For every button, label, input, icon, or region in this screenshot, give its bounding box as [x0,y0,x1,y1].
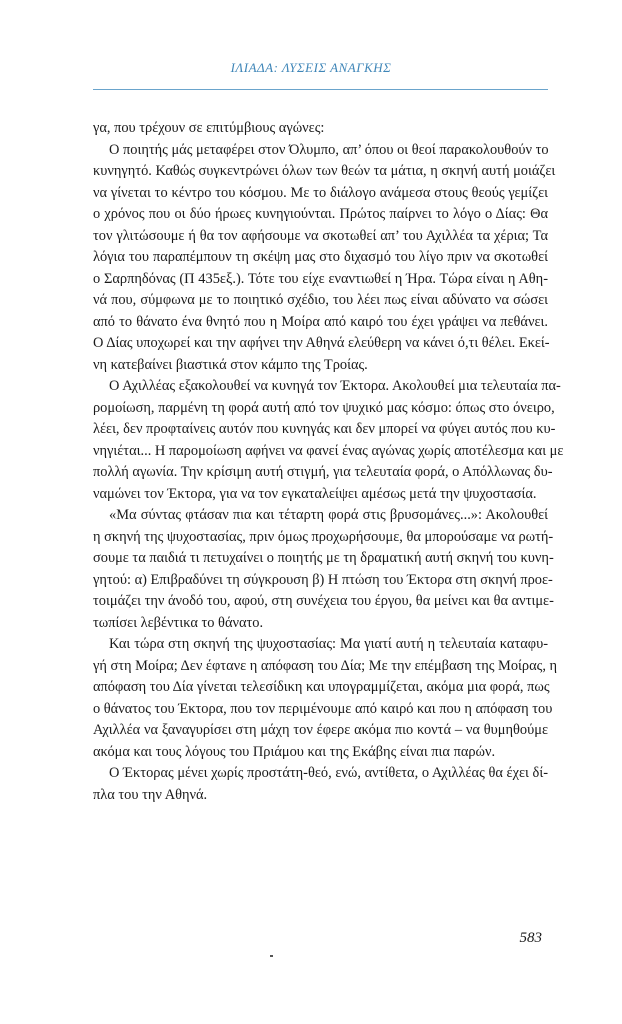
text-line: Ο Έκτορας μένει χωρίς προστάτη-θεό, ενώ, αντίθετα, ο Αχιλλέας θα έχει δί- [109,765,548,781]
text-line: από το θάνατο ένα θνητό που η Μοίρα από καιρό του έχει γράψει να πεθάνει. [93,313,548,330]
text-line: ο θάνατος του Έκτορα, που τον περιμένουμε από καιρό και που η απόφαση του [93,700,553,717]
text-line: τον γλιτώσουμε ή θα τον αφήσουμε να σκοτωθεί απ’ του Αχιλλέα τα χέρια; Τα [93,227,548,244]
text-line: τωπίσει λεβέντικα το θάνατο. [93,614,264,631]
text-line: ο Σαρπηδόνας (Π 435εξ.). Τότε του είχε εναντιωθεί η Ήρα. Τώρα είναι η Αθη- [93,270,548,287]
text-line: Ο Δίας υποχωρεί και την αφήνει την Αθηνά ελεύθερη να κάνει ό,τι θέλει. Εκεί- [93,335,550,351]
text-line: πολλή αγωνία. Την κρίσιμη αυτή στιγμή, για τελευταία φορά, ο Απόλλωνας δυ- [93,464,553,480]
text-line: Ο Αχιλλέας εξακολουθεί να κυνηγά τον Έκτορα. Ακολουθεί μια τελευταία πα- [109,378,561,394]
header-rule [93,89,548,90]
text-line: τοιμάζει την άνοδό του, αφού, στη συνέχεια του έργου, θα μείνει και θα αντιμε- [93,593,554,609]
text-line: ο χρόνος που οι δύο ήρωες κυνηγιούνται. Πρώτος παίρνει το λόγο ο Δίας: Θα [93,206,548,222]
body-text [93,118,564,806]
text-line: ρομοίωση, παρμένη τη φορά αυτή από τον ψυχικό μας κόσμο: όπως στο όνειρο, [93,399,555,416]
text-line: γα, που τρέχουν σε επιτύμβιους αγώνες: [93,120,325,136]
text-line: ναμώνει τον Έκτορα, για να τον εγκαταλείψει αμέσως μετά την ψυχοστασία. [93,485,537,502]
scan-speck [270,955,273,957]
text-line: κυνηγητό. Καθώς συγκεντρώνει όλων των θεών τα μάτια, η σκηνή αυτή μοιάζει [93,163,556,179]
text-line: να γίνεται το κέντρο του κόσμου. Με το διάλογο ανάμεσα στους θεούς γεμίζει [93,184,548,201]
text-line: Ο ποιητής μάς μεταφέρει στον Όλυμπο, απ’ όπου οι θεοί παρακολουθούν το [109,141,549,158]
text-line: Αχιλλέα να ξαναγυρίσει στη μάχη τον έφερε ακόμα πιο κοντά – να θυμηθούμε [93,722,548,738]
text-line: γητού: α) Επιβραδύνει τη σύγκρουση β) Η πτώση του Έκτορα στη σκηνή προε- [93,571,553,588]
text-line: γή στη Μοίρα; Δεν έφτανε η απόφαση του Δία; Με την επέμβαση της Μοίρας, η [93,657,558,674]
text-line: λόγια του παραπέμπουν τη σκέψη μας στο διχασμό του λίγο πριν να σκοτωθεί [93,249,548,265]
text-line: ακόμα και τους λόγους του Πριάμου και της Εκάβης είναι πια παρών. [93,743,496,760]
page-number: 583 [519,930,542,946]
text-line: «Μα σύντας φτάσαν πια και τέταρτη φορά στις βρυσομάνες...»: Ακολουθεί [109,507,548,523]
text-line: απόφαση του Δία γίνεται τελεσίδικη και υπογραμμίζεται, ακόμα μια φορά, πως [93,679,550,695]
text-line: πλα του την Αθηνά. [93,786,208,803]
text-line: νά που, σύμφωνα με το ποιητικό σχέδιο, του λέει πως είναι αδύνατο να σώσει [93,292,548,308]
text-line: σουμε τα παιδιά τι πετυχαίνει ο ποιητής με τη δραματική αυτή σκηνή του κυνη- [93,550,554,566]
text-line: νηγιέται... Η παρομοίωση αφήνει να φανεί ένας αγώνας χωρίς αποτέλεσμα και με [93,442,564,459]
text-line: η σκηνή της ψυχοστασίας, πριν όμως προχωρήσουμε, θα μπορούσαμε να ρωτή- [93,528,554,545]
text-line: λέει, δεν προφταίνεις αυτόν που κυνηγάς και δεν μπορεί να φύγει αυτός που κυ- [93,421,556,437]
text-line: Και τώρα στη σκηνή της ψυχοστασίας: Μα γιατί αυτή η τελευταία καταφυ- [109,636,548,652]
text-line: νη κατεβαίνει βιαστικά στον κάμπο της Τροίας. [93,356,368,373]
running-head: ΙΛΙΑΔΑ: ΛΥΣΕΙΣ ΑΝΑΓΚΗΣ [230,60,392,75]
